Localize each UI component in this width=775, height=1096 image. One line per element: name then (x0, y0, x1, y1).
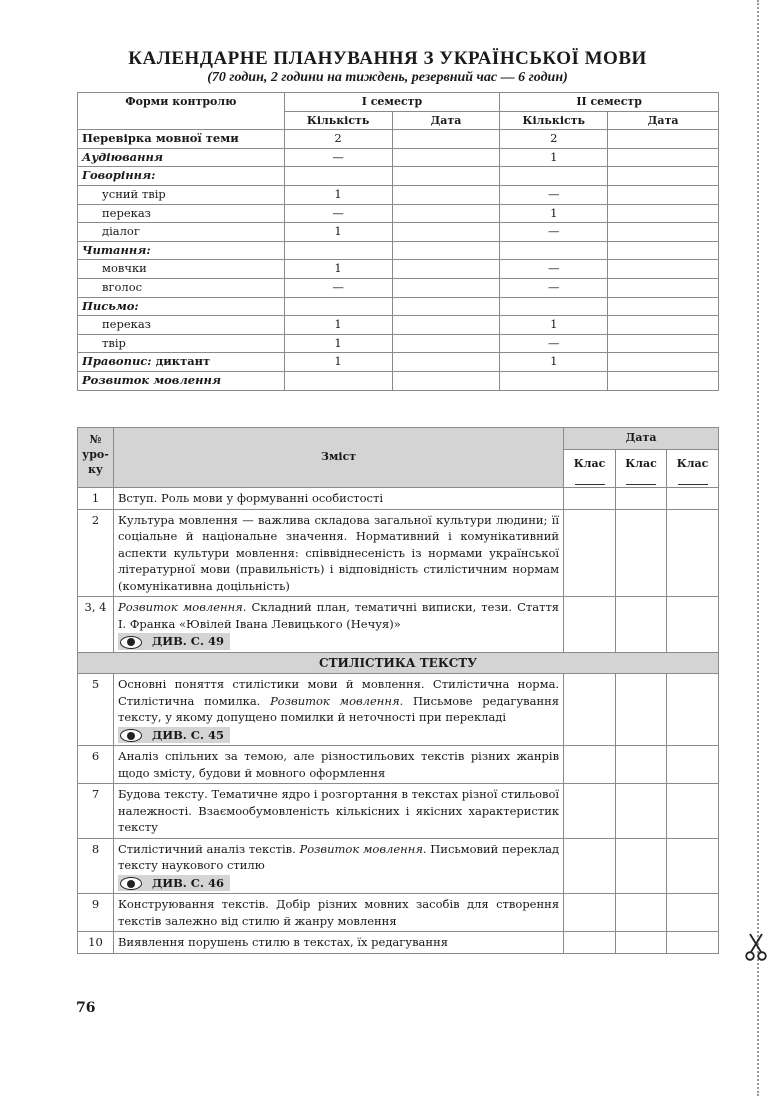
table-row: переказ — 1 (78, 204, 719, 223)
eye-icon (120, 729, 142, 742)
lessons-table (77, 427, 719, 954)
table-row: усний твір 1 — (78, 185, 719, 204)
class-column-3: Клас (667, 449, 719, 488)
scissors-icon (744, 932, 768, 962)
table-row: Читання: (78, 241, 719, 260)
table-row: переказ 1 1 (78, 316, 719, 335)
class-column-2: Клас (616, 449, 667, 488)
class-column-1: Клас (564, 449, 616, 488)
table-row: 3, 4 Розвиток мовлення. Складний план, тематичні виписки, тези. Стаття І. Франка «Ювілей Івана Левицького (Нечуя)» ДИВ. С. 49 (78, 597, 719, 653)
header-content: Зміст (113, 428, 563, 488)
eye-icon (120, 636, 142, 649)
table-row: Розвиток мовлення (78, 371, 719, 390)
header-date: Дата (564, 428, 719, 450)
header-lesson-num: № уро-ку (78, 428, 114, 488)
header-sem2: ІІ семестр (500, 93, 719, 112)
control-forms-table (77, 92, 719, 391)
table-row: 9 Конструювання текстів. Добір різних мовних засобів для створення текстів залежно від стилю й жанру мовлення (78, 894, 719, 932)
eye-icon (120, 877, 142, 890)
header-form: Форми контролю (78, 93, 285, 130)
page-title: КАЛЕНДАРНЕ ПЛАНУВАННЯ З УКРАЇНСЬКОЇ МОВИ (128, 48, 647, 69)
page-number: 76 (76, 1000, 96, 1016)
table-row: 10 Виявлення порушень стилю в текстах, їх редагування (78, 932, 719, 954)
table-row: діалог 1 — (78, 223, 719, 242)
table-row: Перевірка мовної теми 2 2 (78, 130, 719, 149)
table-row: 6 Аналіз спільних за темою, але різностильових текстів різних жанрів щодо змісту, будови й мовного оформлення (78, 746, 719, 784)
header-date1: Дата (392, 111, 500, 130)
table-row: 1 Вступ. Роль мови у формуванні особистості (78, 488, 719, 510)
header-date2: Дата (608, 111, 719, 130)
page-subtitle: (70 годин, 2 години на тиждень, резервний час — 6 годин) (207, 70, 568, 85)
page-reference: ДИВ. С. 45 (118, 727, 230, 744)
table-row: Аудіювання — 1 (78, 148, 719, 167)
table-row: вголос — — (78, 278, 719, 297)
table-row: 8 Стилістичний аналіз текстів. Розвиток мовлення. Письмовий переклад тексту наукового стилю ДИВ. С. 46 (78, 838, 719, 894)
table-row: 7 Будова тексту. Тематичне ядро і розгортання в текстах різної стильової належності. Взаємообумовленість кількісних і якісних характеристик тексту (78, 784, 719, 839)
header-qty1: Кількість (284, 111, 392, 130)
table-row: Говоріння: (78, 167, 719, 186)
header-qty2: Кількість (500, 111, 608, 130)
table-row: Правопис: диктант 1 1 (78, 353, 719, 372)
table-row: твір 1 — (78, 334, 719, 353)
table-row: 2 Культура мовлення — важлива складова загальної культури людини; її соціальне й національне значення. Нормативний і комунікативний аспекти культури мовлення: співвіднесеність із нормами української літературної мови (правильність) і відповідність стилістичним нормам (комунікативна доцільність) (78, 509, 719, 597)
header-sem1: І семестр (284, 93, 500, 112)
table-row: мовчки 1 — (78, 260, 719, 279)
section-heading: СТИЛІСТИКА ТЕКСТУ (78, 652, 719, 674)
table-row: Письмо: (78, 297, 719, 316)
page-reference: ДИВ. С. 46 (118, 875, 230, 892)
table-row: 5 Основні поняття стилістики мови й мовлення. Стилістична норма. Стилістична помилка. Розвиток мовлення. Письмове редагування тексту, у якому допущено помилки й неточності при перекладі ДИВ. С. 45 (78, 674, 719, 746)
page-reference: ДИВ. С. 49 (118, 633, 230, 650)
